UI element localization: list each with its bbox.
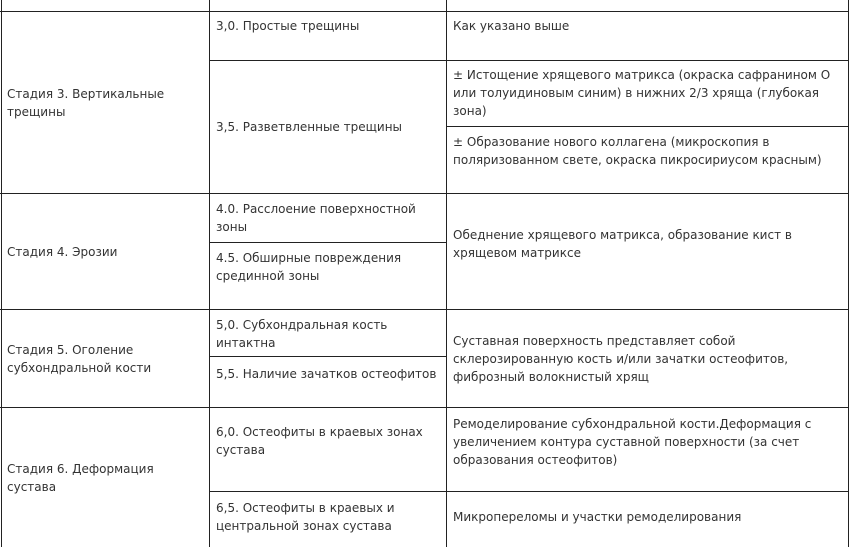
grade-label: 5,0. Субхондральная кость интактна (216, 318, 388, 350)
description-text: Как указано выше (453, 19, 570, 33)
table-line (209, 356, 446, 357)
grade-cell (210, 365, 446, 407)
description-cell (447, 133, 848, 193)
stage-cell (1, 408, 209, 547)
grade-label: 3,0. Простые трещины (216, 19, 360, 33)
description-text: Обеднение хрящевого матрикса, образование кист в хрящевом матриксе (453, 228, 792, 260)
description-text: Микропереломы и участки ремоделирования (453, 510, 742, 524)
stage-cell (1, 12, 209, 193)
grade-label: 4.0. Расслоение поверхностной зоны (216, 202, 416, 234)
table-line (446, 126, 849, 127)
grade-label: 6,0. Остеофиты в краевых зонах сустава (216, 425, 423, 457)
table-line (848, 0, 849, 547)
grade-label: 5,5. Наличие зачатков остеофитов (216, 367, 437, 381)
stage-cell (1, 310, 209, 407)
grade-cell (210, 200, 446, 242)
stage-cell (1, 194, 209, 309)
description-text: Суставная поверхность представляет собой склерозированную кость и/или зачатки остеофитов, фиброзный волокнистый хрящ (453, 334, 789, 384)
description-text: ± Истощение хрящевого матрикса (окраска сафранином О или толуидиновым синим) в нижних 2/3 хряща (глубокая зона) (453, 68, 831, 118)
description-cell (447, 415, 848, 491)
grade-cell (210, 423, 446, 491)
grade-cell (210, 316, 446, 356)
grade-label: 3,5. Разветвленные трещины (216, 120, 403, 134)
grade-cell (210, 61, 446, 193)
description-text: ± Образование нового коллагена (микроскопия в поляризованном свете, окраска пикросириусом красным) (453, 135, 822, 167)
stage-label: Стадия 5. Оголение субхондральной кости (7, 342, 152, 375)
grade-label: 4.5. Обширные повреждения срединной зоны (216, 251, 402, 283)
description-cell (447, 226, 848, 309)
grade-cell (210, 249, 446, 309)
grade-label: 6,5. Остеофиты в краевых и центральной зонах сустава (216, 501, 395, 533)
description-cell (447, 66, 848, 126)
description-text: Ремоделирование субхондральной кости.Деформация с увеличением контура суставной поверхности (за счет образования остеофитов) (453, 417, 812, 467)
description-cell (447, 332, 848, 407)
grade-cell (210, 17, 446, 60)
stage-label: Стадия 4. Эрозии (7, 244, 118, 259)
description-cell (447, 17, 848, 60)
stage-label: Стадия 6. Деформация сустава (7, 461, 154, 494)
description-cell (447, 508, 848, 547)
grade-cell (210, 499, 446, 547)
stage-label: Стадия 3. Вертикальные трещины (7, 86, 165, 119)
table-line (209, 491, 849, 492)
table-line (209, 242, 446, 243)
